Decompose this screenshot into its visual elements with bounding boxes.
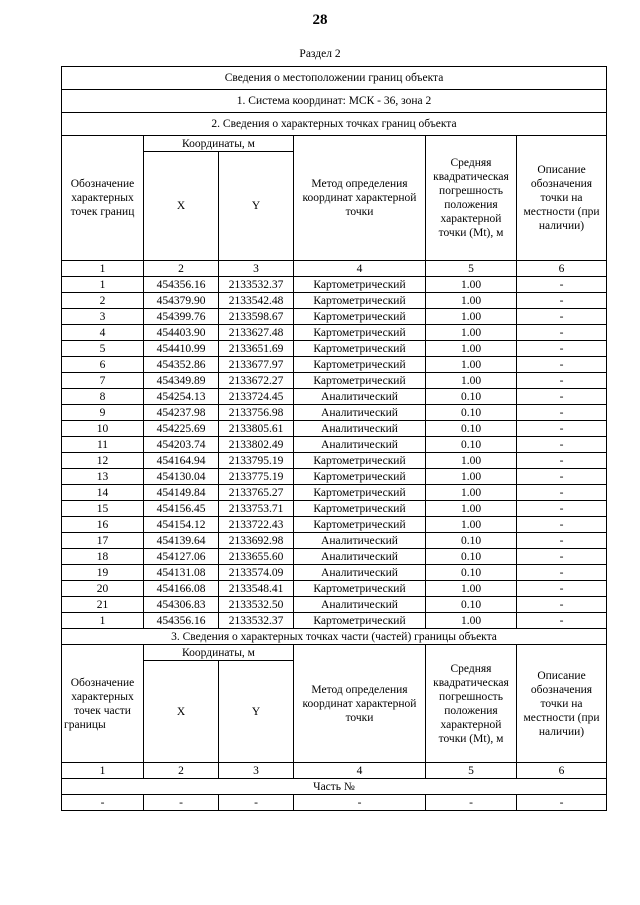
error: 1.00 [426,277,517,293]
x-coordinate: 454139.64 [144,533,219,549]
error: 1.00 [426,517,517,533]
table-row [62,597,607,613]
method: Картометрический [294,469,426,485]
x-coordinate: 454127.06 [144,549,219,565]
description: - [517,517,607,533]
column-number: 1 [62,763,144,779]
y-coordinate: 2133722.43 [219,517,294,533]
method: Аналитический [294,421,426,437]
method: Аналитический [294,405,426,421]
error: 1.00 [426,613,517,629]
y-coordinate: 2133532.37 [219,277,294,293]
part-cell: - [219,795,294,811]
table-row [62,357,607,373]
error: 0.10 [426,533,517,549]
boundary-table-body [62,67,607,811]
method: Аналитический [294,549,426,565]
description: - [517,341,607,357]
point-number: 12 [62,453,144,469]
x-coordinate: 454131.08 [144,565,219,581]
method: Картометрический [294,581,426,597]
method: Картометрический [294,357,426,373]
description: - [517,389,607,405]
point-number: 7 [62,373,144,389]
point-number: 9 [62,405,144,421]
error: 0.10 [426,437,517,453]
description: - [517,485,607,501]
column-number: 6 [517,261,607,277]
method: Аналитический [294,533,426,549]
point-number: 1 [62,277,144,293]
table-row [62,533,607,549]
point-number: 2 [62,293,144,309]
method: Аналитический [294,565,426,581]
table-row [62,341,607,357]
column-number: 2 [144,763,219,779]
table-row [62,565,607,581]
error: 0.10 [426,549,517,565]
y-coordinate: 2133753.71 [219,501,294,517]
description: - [517,373,607,389]
section-title: Раздел 2 [299,48,341,60]
table-row [62,517,607,533]
x-coordinate: 454356.16 [144,613,219,629]
x-coordinate: 454154.12 [144,517,219,533]
header-method-part: Метод определения координат характерной точки [294,645,426,763]
x-coordinate: 454237.98 [144,405,219,421]
y-coordinate: 2133795.19 [219,453,294,469]
point-number: 16 [62,517,144,533]
point-number: 3 [62,309,144,325]
error: 1.00 [426,325,517,341]
error: 1.00 [426,373,517,389]
header-y-part: Y [219,661,294,763]
header-error: Средняя квадратическая погрешность положения характерной точки (Mt), м [426,136,517,261]
method: Картометрический [294,277,426,293]
column-number: 5 [426,261,517,277]
method: Аналитический [294,597,426,613]
y-coordinate: 2133574.09 [219,565,294,581]
error: 0.10 [426,421,517,437]
part-label: Часть № [62,779,607,795]
point-number: 20 [62,581,144,597]
description: - [517,501,607,517]
x-coordinate: 454164.94 [144,453,219,469]
header-designation-part: Обозначение характерных точек части границы [62,645,144,763]
error: 1.00 [426,485,517,501]
x-coordinate: 454349.89 [144,373,219,389]
part-cell: - [294,795,426,811]
description: - [517,437,607,453]
table-title: Сведения о местоположении границ объекта [62,67,607,90]
x-coordinate: 454410.99 [144,341,219,357]
method: Картометрический [294,341,426,357]
y-coordinate: 2133724.45 [219,389,294,405]
column-number: 3 [219,763,294,779]
column-number: 4 [294,261,426,277]
error: 1.00 [426,293,517,309]
description: - [517,405,607,421]
y-coordinate: 2133548.41 [219,581,294,597]
table-row [62,469,607,485]
error: 1.00 [426,501,517,517]
y-coordinate: 2133756.98 [219,405,294,421]
x-coordinate: 454379.90 [144,293,219,309]
y-coordinate: 2133765.27 [219,485,294,501]
description: - [517,357,607,373]
point-number: 19 [62,565,144,581]
x-coordinate: 454403.90 [144,325,219,341]
y-coordinate: 2133672.27 [219,373,294,389]
x-coordinate: 454149.84 [144,485,219,501]
table-row [62,485,607,501]
y-coordinate: 2133655.60 [219,549,294,565]
error: 1.00 [426,309,517,325]
error: 1.00 [426,453,517,469]
point-number: 6 [62,357,144,373]
point-number: 13 [62,469,144,485]
part-cell: - [517,795,607,811]
page-number: 28 [312,12,328,28]
error: 0.10 [426,389,517,405]
column-number: 2 [144,261,219,277]
method: Картометрический [294,613,426,629]
x-coordinate: 454225.69 [144,421,219,437]
point-number: 4 [62,325,144,341]
header-coords-part: Координаты, м [144,645,294,661]
header-method: Метод определения координат характерной точки [294,136,426,261]
x-coordinate: 454130.04 [144,469,219,485]
column-number: 1 [62,261,144,277]
description: - [517,533,607,549]
description: - [517,597,607,613]
point-number: 10 [62,421,144,437]
table-row [62,581,607,597]
description: - [517,469,607,485]
y-coordinate: 2133802.49 [219,437,294,453]
point-number: 5 [62,341,144,357]
column-numbers-row [62,261,607,277]
table-row [62,309,607,325]
point-number: 11 [62,437,144,453]
table-row [62,453,607,469]
column-number: 5 [426,763,517,779]
y-coordinate: 2133598.67 [219,309,294,325]
method: Аналитический [294,389,426,405]
error: 0.10 [426,597,517,613]
method: Картометрический [294,309,426,325]
table-row [62,389,607,405]
coordinate-system: 1. Система координат: МСК - 36, зона 2 [62,90,607,113]
description: - [517,325,607,341]
y-coordinate: 2133677.97 [219,357,294,373]
error: 0.10 [426,565,517,581]
y-coordinate: 2133627.48 [219,325,294,341]
error: 1.00 [426,357,517,373]
description: - [517,581,607,597]
x-coordinate: 454254.13 [144,389,219,405]
y-coordinate: 2133542.48 [219,293,294,309]
header-designation: Обозначение характерных точек границ [62,136,144,261]
y-coordinate: 2133532.37 [219,613,294,629]
x-coordinate: 454352.86 [144,357,219,373]
error: 1.00 [426,469,517,485]
header-description-part: Описание обозначения точки на местности (при наличии) [517,645,607,763]
y-coordinate: 2133692.98 [219,533,294,549]
header-x-part: X [144,661,219,763]
description: - [517,565,607,581]
y-coordinate: 2133532.50 [219,597,294,613]
section2-title: 2. Сведения о характерных точках границ объекта [62,113,607,136]
table-row [62,549,607,565]
point-number: 15 [62,501,144,517]
point-number: 8 [62,389,144,405]
x-coordinate: 454156.45 [144,501,219,517]
description: - [517,309,607,325]
description: - [517,549,607,565]
description: - [517,613,607,629]
column-number: 3 [219,261,294,277]
column-numbers-row-part [62,763,607,779]
method: Картометрический [294,517,426,533]
boundary-table [61,66,607,811]
description: - [517,453,607,469]
y-coordinate: 2133805.61 [219,421,294,437]
description: - [517,421,607,437]
description: - [517,293,607,309]
part-cell: - [62,795,144,811]
error: 1.00 [426,581,517,597]
method: Картометрический [294,453,426,469]
part-cell: - [426,795,517,811]
y-coordinate: 2133775.19 [219,469,294,485]
header-y: Y [219,152,294,261]
error: 1.00 [426,341,517,357]
header-description: Описание обозначения точки на местности (при наличии) [517,136,607,261]
x-coordinate: 454399.76 [144,309,219,325]
header-error-part: Средняя квадратическая погрешность положения характерной точки (Mt), м [426,645,517,763]
point-number: 1 [62,613,144,629]
table-row [62,437,607,453]
method: Картометрический [294,501,426,517]
x-coordinate: 454356.16 [144,277,219,293]
column-number: 4 [294,763,426,779]
error: 0.10 [426,405,517,421]
part-cell: - [144,795,219,811]
table-row [62,277,607,293]
table-row [62,501,607,517]
method: Картометрический [294,373,426,389]
description: - [517,277,607,293]
point-number: 17 [62,533,144,549]
method: Картометрический [294,325,426,341]
method: Аналитический [294,437,426,453]
section3-title: 3. Сведения о характерных точках части (частей) границы объекта [62,629,607,645]
table-row [62,293,607,309]
method: Картометрический [294,293,426,309]
table-row [62,325,607,341]
x-coordinate: 454306.83 [144,597,219,613]
point-number: 14 [62,485,144,501]
point-number: 21 [62,597,144,613]
table-row [62,405,607,421]
x-coordinate: 454203.74 [144,437,219,453]
x-coordinate: 454166.08 [144,581,219,597]
table-row [62,613,607,629]
table-row [62,421,607,437]
header-x: X [144,152,219,261]
method: Картометрический [294,485,426,501]
table-row [62,373,607,389]
point-number: 18 [62,549,144,565]
column-number: 6 [517,763,607,779]
header-coords: Координаты, м [144,136,294,152]
part-row [62,795,607,811]
y-coordinate: 2133651.69 [219,341,294,357]
